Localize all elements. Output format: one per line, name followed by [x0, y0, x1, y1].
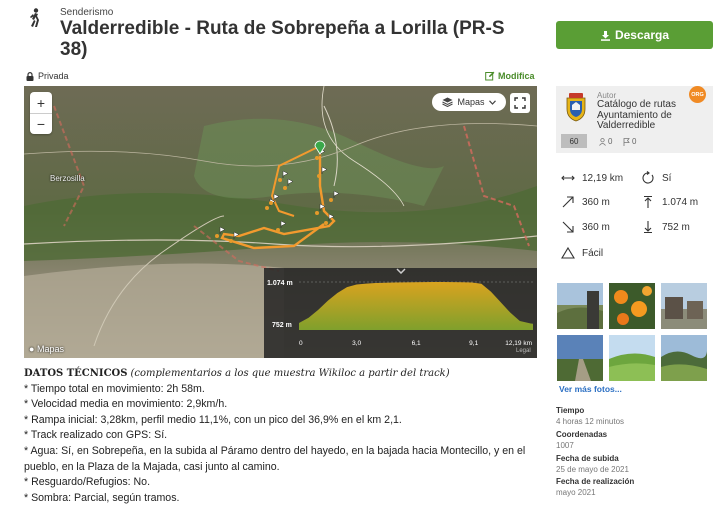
upload-date-label: Fecha de subida [556, 454, 619, 463]
more-photos-link[interactable]: Ver más fotos... [559, 384, 622, 394]
loop-value: Sí [662, 172, 672, 184]
min-elevation-icon [641, 220, 655, 234]
download-label: Descarga [614, 28, 670, 42]
difficulty-value: Fácil [582, 247, 604, 259]
modify-link[interactable] [485, 71, 535, 81]
photo-thumbnail[interactable] [557, 283, 603, 329]
description-heading: DATOS TÉCNICOS [24, 368, 128, 379]
municipal-shield-logo [563, 92, 589, 122]
stat-min-elevation [641, 220, 690, 234]
photo-thumbnail[interactable] [661, 283, 707, 329]
difficulty-icon [561, 246, 575, 260]
stat-ascent [561, 195, 610, 209]
download-icon [600, 30, 611, 41]
zoom-controls [30, 92, 52, 134]
flowers-photo [609, 283, 655, 329]
map-layers-label: Mapas [457, 97, 485, 107]
hills-photo [661, 335, 707, 381]
loop-icon [641, 171, 655, 185]
stat-difficulty [561, 246, 603, 260]
author-rank-badge: 60 [561, 134, 587, 148]
modify-label: Modifica [498, 71, 535, 81]
fullscreen-button[interactable] [510, 93, 530, 113]
maps-brand-label: Mapas [36, 344, 64, 354]
expand-icon [514, 97, 526, 109]
description-line: * Resguardo/Refugios: No. [24, 476, 151, 489]
elevation-x-tick: 12,19 km [505, 340, 532, 347]
maps-brand [29, 344, 64, 354]
elevation-x-tick: 9,1 [469, 340, 479, 347]
map-legal-link[interactable]: Legal [516, 348, 531, 354]
org-badge: ORG [689, 86, 706, 103]
elevation-min-label: 752 m [272, 322, 292, 329]
descent-value: 360 m [582, 221, 610, 233]
followers-value: 0 [608, 137, 613, 146]
photo-thumbnail[interactable] [609, 335, 655, 381]
map-town-label: Berzosilla [50, 174, 85, 183]
description-line: * Tiempo total en movimiento: 2h 58m. [24, 382, 205, 395]
elevation-x-tick: 3,0 [352, 340, 362, 347]
photo-thumbnail[interactable] [557, 335, 603, 381]
edit-icon [485, 71, 495, 81]
meadow-photo [609, 335, 655, 381]
min-elevation-value: 752 m [662, 221, 690, 233]
zoom-out-button[interactable]: − [30, 113, 52, 134]
hiking-icon [26, 8, 44, 28]
author-label: Autor [597, 91, 617, 100]
recorded-date-label: Fecha de realización [556, 477, 635, 486]
page-title: Valderredible - Ruta de Sobrepeña a Lorilla (PR-S 38) [60, 18, 505, 60]
photo-thumbnail[interactable] [661, 335, 707, 381]
description-heading-note: (complementarios a los que muestra Wikiloc a partir del track) [130, 368, 450, 379]
privacy-status [26, 71, 69, 81]
time-label: Tiempo [556, 406, 585, 415]
descent-icon [561, 220, 575, 234]
stat-loop [641, 171, 671, 185]
privacy-label: Privada [38, 71, 69, 81]
photo-thumbnail[interactable] [609, 283, 655, 329]
followers-icon [599, 138, 606, 146]
trails-count [623, 137, 636, 146]
description-line: * Velocidad media en movimiento: 2,9km/h. [24, 398, 228, 411]
download-button[interactable] [556, 21, 713, 49]
elevation-area [299, 282, 533, 330]
trail-flag-icon [623, 138, 630, 146]
lock-icon [26, 72, 34, 81]
ascent-value: 360 m [582, 196, 610, 208]
elevation-profile[interactable] [264, 268, 537, 358]
trail-description [24, 366, 536, 506]
layers-icon [442, 97, 453, 107]
landscape-photo [557, 283, 603, 329]
time-value: 4 horas 12 minutos [556, 417, 625, 426]
description-line: * Track realizado con GPS: Sí. [24, 429, 168, 442]
apple-logo-icon: ● [29, 344, 35, 354]
trail-map[interactable] [24, 86, 537, 358]
activity-category: Senderismo [60, 7, 114, 18]
followers-count [599, 137, 612, 146]
description-line: * Rampa inicial: 3,28km, perfil medio 11,1%, con un pico del 36,9% en el km 2,1. [24, 413, 402, 426]
village-photo [661, 283, 707, 329]
max-elevation-value: 1.074 m [662, 196, 699, 208]
stat-max-elevation [641, 195, 698, 209]
chevron-down-icon [489, 100, 496, 105]
ascent-icon [561, 195, 575, 209]
elevation-x-tick: 6,1 [411, 340, 421, 347]
elevation-max-label: 1.074 m [267, 280, 293, 287]
recorded-date-value: mayo 2021 [556, 488, 596, 497]
stat-descent [561, 220, 610, 234]
stat-distance [561, 171, 623, 185]
elevation-chart [264, 268, 537, 358]
coordinates-label: Coordenadas [556, 430, 608, 439]
map-layers-button[interactable] [432, 93, 506, 111]
elevation-x-tick: 0 [299, 340, 303, 347]
upload-date-value: 25 de mayo de 2021 [556, 465, 629, 474]
trails-value: 0 [632, 137, 637, 146]
coordinates-value: 1007 [556, 441, 574, 450]
path-photo [557, 335, 603, 381]
distance-icon [561, 171, 575, 185]
description-line: pueblo, en la Plaza de la Majada, casi junto al camino. [24, 460, 280, 473]
zoom-in-button[interactable]: + [36, 94, 46, 111]
description-line: * Agua: Sí, en Sobrepeña, en la subida al Páramo dentro del hayedo, en la bajada hacia Montecillo, y en el [24, 444, 526, 457]
description-line: * Sombra: Parcial, según tramos. [24, 491, 180, 504]
max-elevation-icon [641, 195, 655, 209]
distance-value: 12,19 km [582, 172, 624, 184]
author-name-link[interactable]: Catálogo de rutas Ayuntamiento de Valderredible [597, 99, 676, 132]
